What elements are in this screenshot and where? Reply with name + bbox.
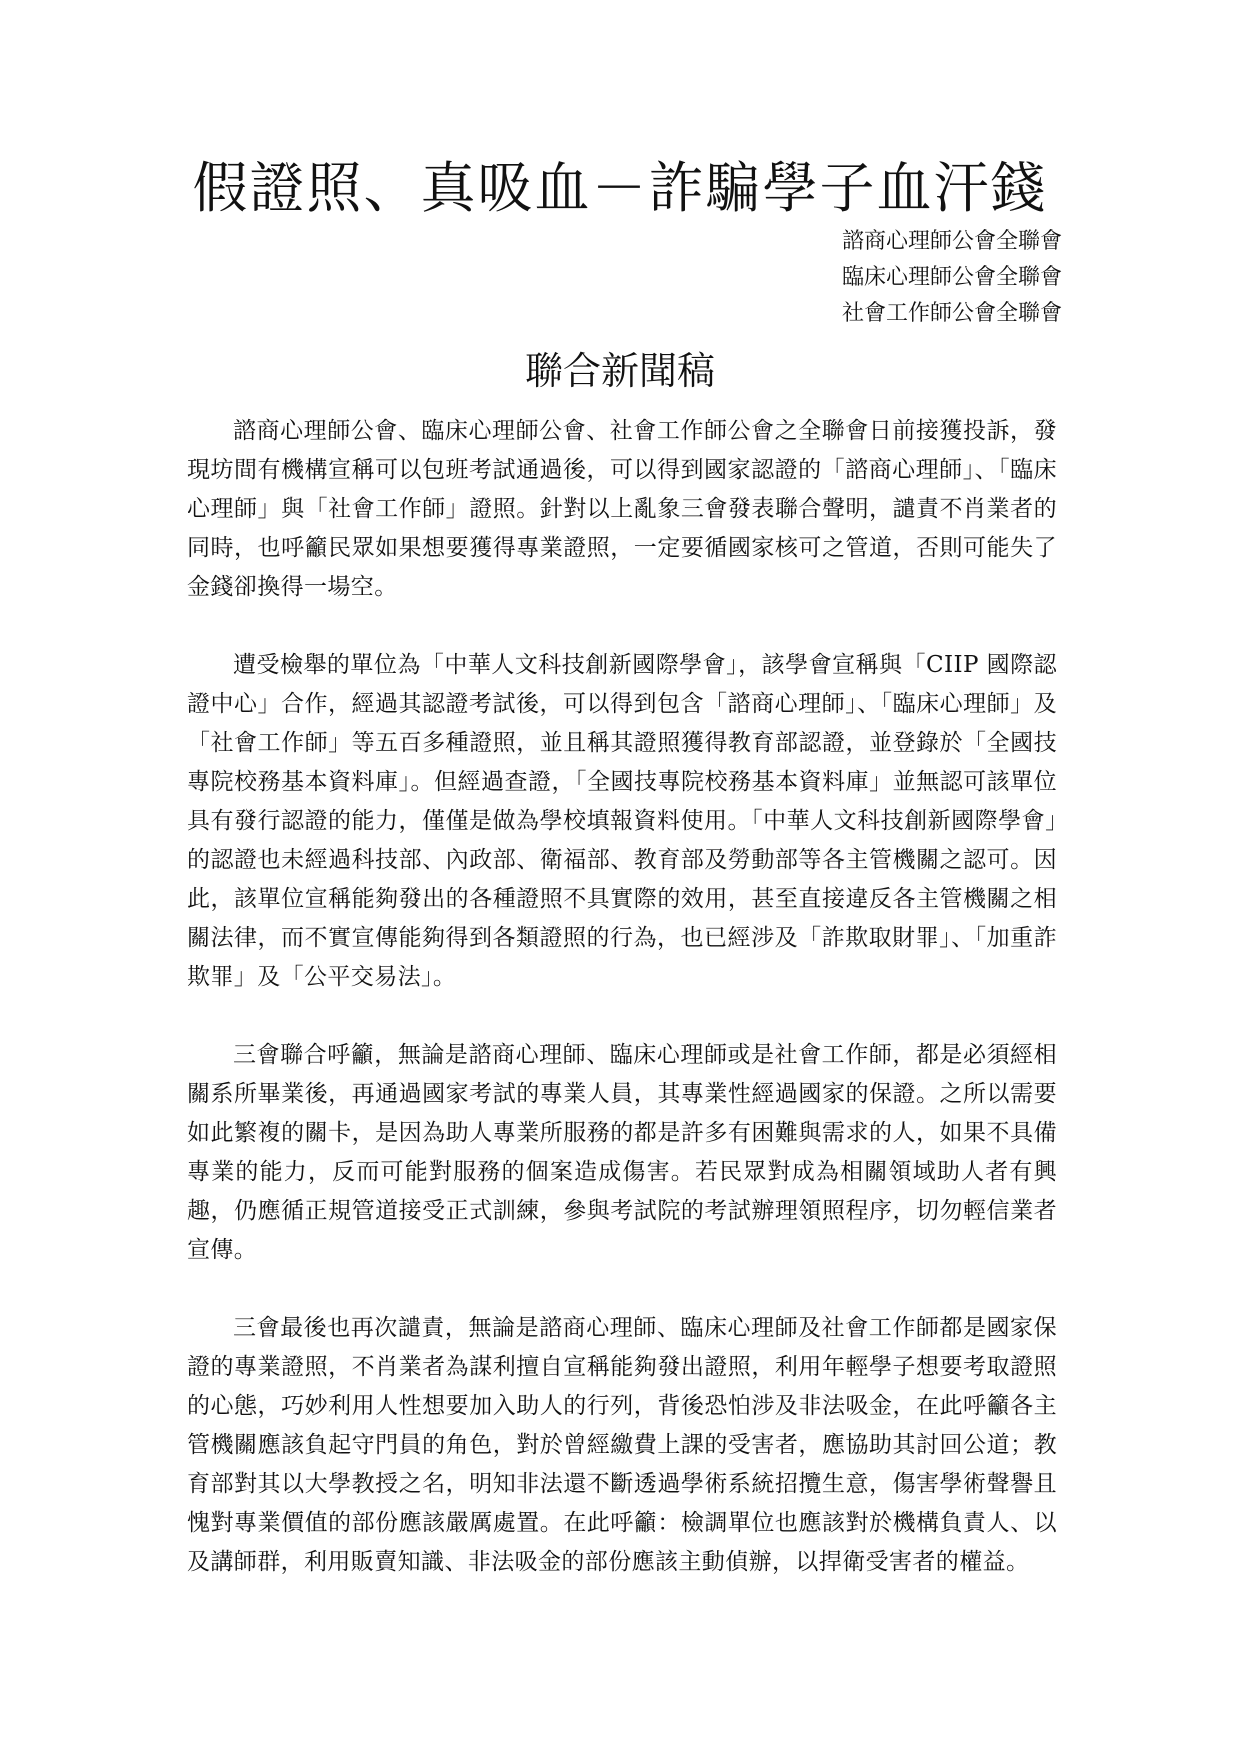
- organization-list: [842, 224, 1062, 332]
- body-paragraph: 遭受檢舉的單位為「中華人文科技創新國際學會」，該學會宣稱與「CIIP 國際認證中心」合作，經過其認證考試後，可以得到包含「諮商心理師」、「臨床心理師」及「社會工作師」等五百多種證照，並且稱其證照獲得教育部認證，並登錄於「全國技專院校務基本資料庫」。但經過查證，「全國技專院校務基本資料庫」並無認可該單位具有發行認證的能力，僅僅是做為學校填報資料使用。「中華人文科技創新國際學會」的認證也未經過科技部、內政部、衛福部、教育部及勞動部等各主管機關之認可。因此，該單位宣稱能夠發出的各種證照不具實際的效用，甚至直接違反各主管機關之相關法律，而不實宣傳能夠得到各類證照的行為，也已經涉及「詐欺取財罪」、「加重詐欺罪」及「公平交易法」。: [187, 652, 1057, 990]
- body-paragraph: 三會最後也再次譴責，無論是諮商心理師、臨床心理師及社會工作師都是國家保證的專業證照，不肖業者為謀利擅自宣稱能夠發出證照，利用年輕學子想要考取證照的心態，巧妙利用人性想要加入助人的行列，背後恐怕涉及非法吸金，在此呼籲各主管機關應該負起守門員的角色，對於曾經繳費上課的受害者，應協助其討回公道；教育部對其以大學教授之名，明知非法還不斷透過學術系統招攬生意，傷害學術聲譽且愧對專業價值的部份應該嚴厲處置。在此呼籲：檢調單位也應該對於機構負責人、以及講師群，利用販賣知識、非法吸金的部份應該主動偵辦，以捍衛受害者的權益。: [187, 1315, 1057, 1575]
- document-subtitle: 聯合新聞稿: [524, 349, 715, 393]
- organization-name: 諮商心理師公會全聯會: [841, 229, 1062, 254]
- organization-name: 臨床心理師公會全聯會: [841, 265, 1062, 290]
- body-paragraph: 三會聯合呼籲，無論是諮商心理師、臨床心理師或是社會工作師，都是必須經相關系所畢業後，再通過國家考試的專業人員，其專業性經過國家的保證。之所以需要如此繁複的關卡，是因為助人專業所服務的都是許多有困難與需求的人，如果不具備專業的能力，反而可能對服務的個案造成傷害。若民眾對成為相關領域助人者有興趣，仍應循正規管道接受正式訓練，參與考試院的考試辦理領照程序，切勿輕信業者宣傳。: [187, 1042, 1057, 1263]
- organization-name: 社會工作師公會全聯會: [841, 301, 1062, 326]
- document-title: 假證照、真吸血－詐騙學子血汗錢: [192, 156, 1048, 220]
- body-paragraph: 諮商心理師公會、臨床心理師公會、社會工作師公會之全聯會日前接獲投訴，發現坊間有機構宣稱可以包班考試通過後，可以得到國家認證的「諮商心理師」、「臨床心理師」與「社會工作師」證照。針對以上亂象三會發表聯合聲明，譴責不肖業者的同時，也呼籲民眾如果想要獲得專業證照，一定要循國家核可之管道，否則可能失了金錢卻換得一場空。: [187, 418, 1057, 600]
- document-body: [187, 412, 1057, 1621]
